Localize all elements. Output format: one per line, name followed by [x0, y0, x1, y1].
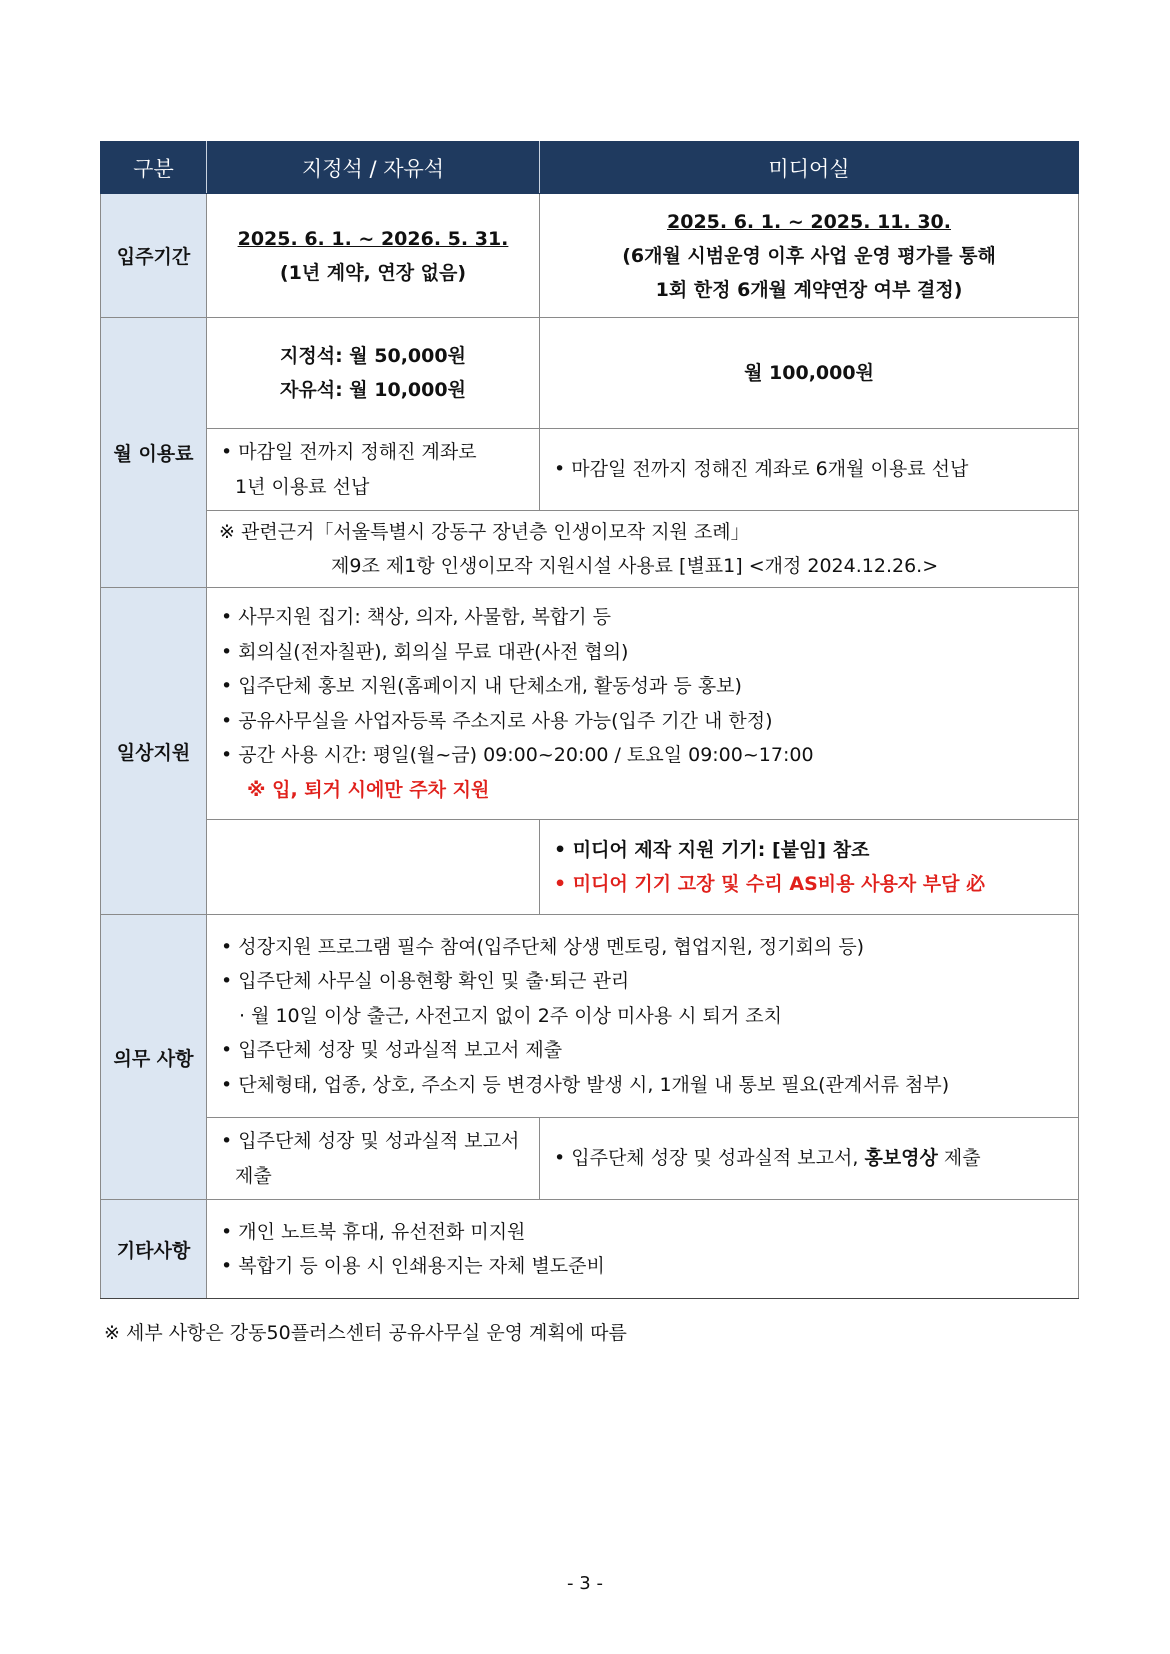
- duty-list: [207, 915, 1079, 1118]
- fee-basis-row: [101, 511, 1079, 588]
- duty-sub-item: · 월 10일 이상 출근, 사전고지 없이 2주 이상 미사용 시 퇴거 조치: [239, 1004, 782, 1027]
- fee-media-payment: [540, 429, 1079, 511]
- period-media-note-1: (6개월 시범운영 이후 사업 운영 평가를 통해: [622, 244, 996, 267]
- period-media-note-2: 1회 한정 6개월 계약연장 여부 결정): [655, 278, 963, 301]
- support-item: • 공간 사용 시간: 평일(월~금) 09:00~20:00 / 토요일 09:00~17:00: [221, 744, 814, 766]
- support-item: • 공유사무실을 사업자등록 주소지로 사용 가능(입주 기간 내 한정): [221, 709, 773, 732]
- fee-basis-1: ※ 관련근거「서울특별시 강동구 장년층 인생이모작 지원 조례」: [219, 521, 750, 543]
- fee-label: 월 이용료: [101, 318, 207, 588]
- duty-desk-report-text: • 입주단체 성장 및 성과실적 보고서 제출: [221, 1130, 520, 1187]
- fee-media: 월 100,000원: [540, 318, 1079, 429]
- fee-desk-fixed: 지정석: 월 50,000원: [280, 345, 466, 367]
- support-media: [540, 820, 1079, 915]
- fee-basis-2: 제9조 제1항 인생이모작 지원시설 사용료 [별표1] <개정 2024.12.26.>: [331, 555, 939, 577]
- header-category: 구분: [101, 142, 207, 194]
- support-media-row: [101, 820, 1079, 915]
- header-media-room: 미디어실: [540, 142, 1079, 194]
- etc-row: [101, 1200, 1079, 1299]
- duty-desk-report: [207, 1118, 540, 1200]
- duty-item: • 입주단체 사무실 이용현황 확인 및 출·퇴근 관리: [221, 970, 630, 993]
- period-media-date: 2025. 6. 1. ~ 2025. 11. 30.: [667, 210, 951, 233]
- support-item: • 입주단체 홍보 지원(홈페이지 내 단체소개, 활동성과 등 홍보): [221, 675, 742, 697]
- duty-media-report-bold: 홍보영상: [864, 1147, 938, 1170]
- period-desk-cell: [207, 194, 540, 318]
- fee-desk-free: 자유석: 월 10,000원: [280, 379, 466, 401]
- support-list: [207, 588, 1079, 820]
- page-number: - 3 -: [567, 1573, 603, 1594]
- support-item: • 사무지원 집기: 책상, 의자, 사물함, 복합기 등: [221, 606, 612, 628]
- fee-basis: [207, 511, 1079, 588]
- period-row: [101, 194, 1079, 318]
- duty-row: [101, 915, 1079, 1118]
- period-media-cell: [540, 194, 1079, 318]
- fee-desk-payment: [207, 429, 540, 511]
- fee-media-payment-text: • 마감일 전까지 정해진 계좌로 6개월 이용료 선납: [554, 458, 969, 481]
- duty-report-row: [101, 1118, 1079, 1200]
- duty-item: • 성장지원 프로그램 필수 참여(입주단체 상생 멘토링, 협업지원, 정기회의 등): [221, 935, 865, 958]
- period-desk-date: 2025. 6. 1. ~ 2026. 5. 31.: [237, 227, 509, 250]
- etc-list: [207, 1200, 1079, 1299]
- duty-item: • 입주단체 성장 및 성과실적 보고서 제출: [221, 1039, 563, 1062]
- duty-media-report: [540, 1118, 1079, 1200]
- period-label: 입주기간: [101, 194, 207, 318]
- support-item: • 회의실(전자칠판), 회의실 무료 대관(사전 협의): [221, 640, 629, 663]
- duty-media-report-text: [554, 1141, 1078, 1176]
- fee-row: [101, 318, 1079, 429]
- parking-note: ※ 입, 퇴거 시에만 주차 지원: [247, 778, 490, 801]
- operation-table: [100, 141, 1079, 1299]
- support-desk-empty: [207, 820, 540, 915]
- support-media-1: • 미디어 제작 지원 기기: [붙임] 참조: [554, 838, 870, 861]
- support-label: 일상지원: [101, 588, 207, 915]
- fee-desk-cell: [207, 318, 540, 429]
- duty-item: • 단체형태, 업종, 상호, 주소지 등 변경사항 발생 시, 1개월 내 통보 필요(관계서류 첨부): [221, 1073, 950, 1096]
- duty-label: 의무 사항: [101, 915, 207, 1200]
- etc-item: • 복합기 등 이용 시 인쇄용지는 자체 별도준비: [221, 1255, 605, 1277]
- support-row: [101, 588, 1079, 820]
- duty-media-report-post: 제출: [937, 1147, 981, 1170]
- fee-desk-payment-1: • 마감일 전까지 정해진 계좌로: [221, 441, 477, 463]
- table-header-row: [101, 142, 1079, 194]
- support-media-2: • 미디어 기기 고장 및 수리 AS비용 사용자 부담 必: [554, 873, 986, 895]
- fee-payment-row: [101, 429, 1079, 511]
- etc-item: • 개인 노트북 휴대, 유선전화 미지원: [221, 1220, 526, 1243]
- period-desk-note: (1년 계약, 연장 없음): [279, 261, 467, 284]
- footnote: ※ 세부 사항은 강동50플러스센터 공유사무실 운영 계획에 따름: [104, 1322, 627, 1344]
- fee-desk-payment-2: 1년 이용료 선납: [235, 475, 370, 498]
- header-desk: 지정석 / 자유석: [207, 142, 540, 194]
- duty-media-report-pre: • 입주단체 성장 및 성과실적 보고서,: [554, 1147, 865, 1170]
- etc-label: 기타사항: [101, 1200, 207, 1299]
